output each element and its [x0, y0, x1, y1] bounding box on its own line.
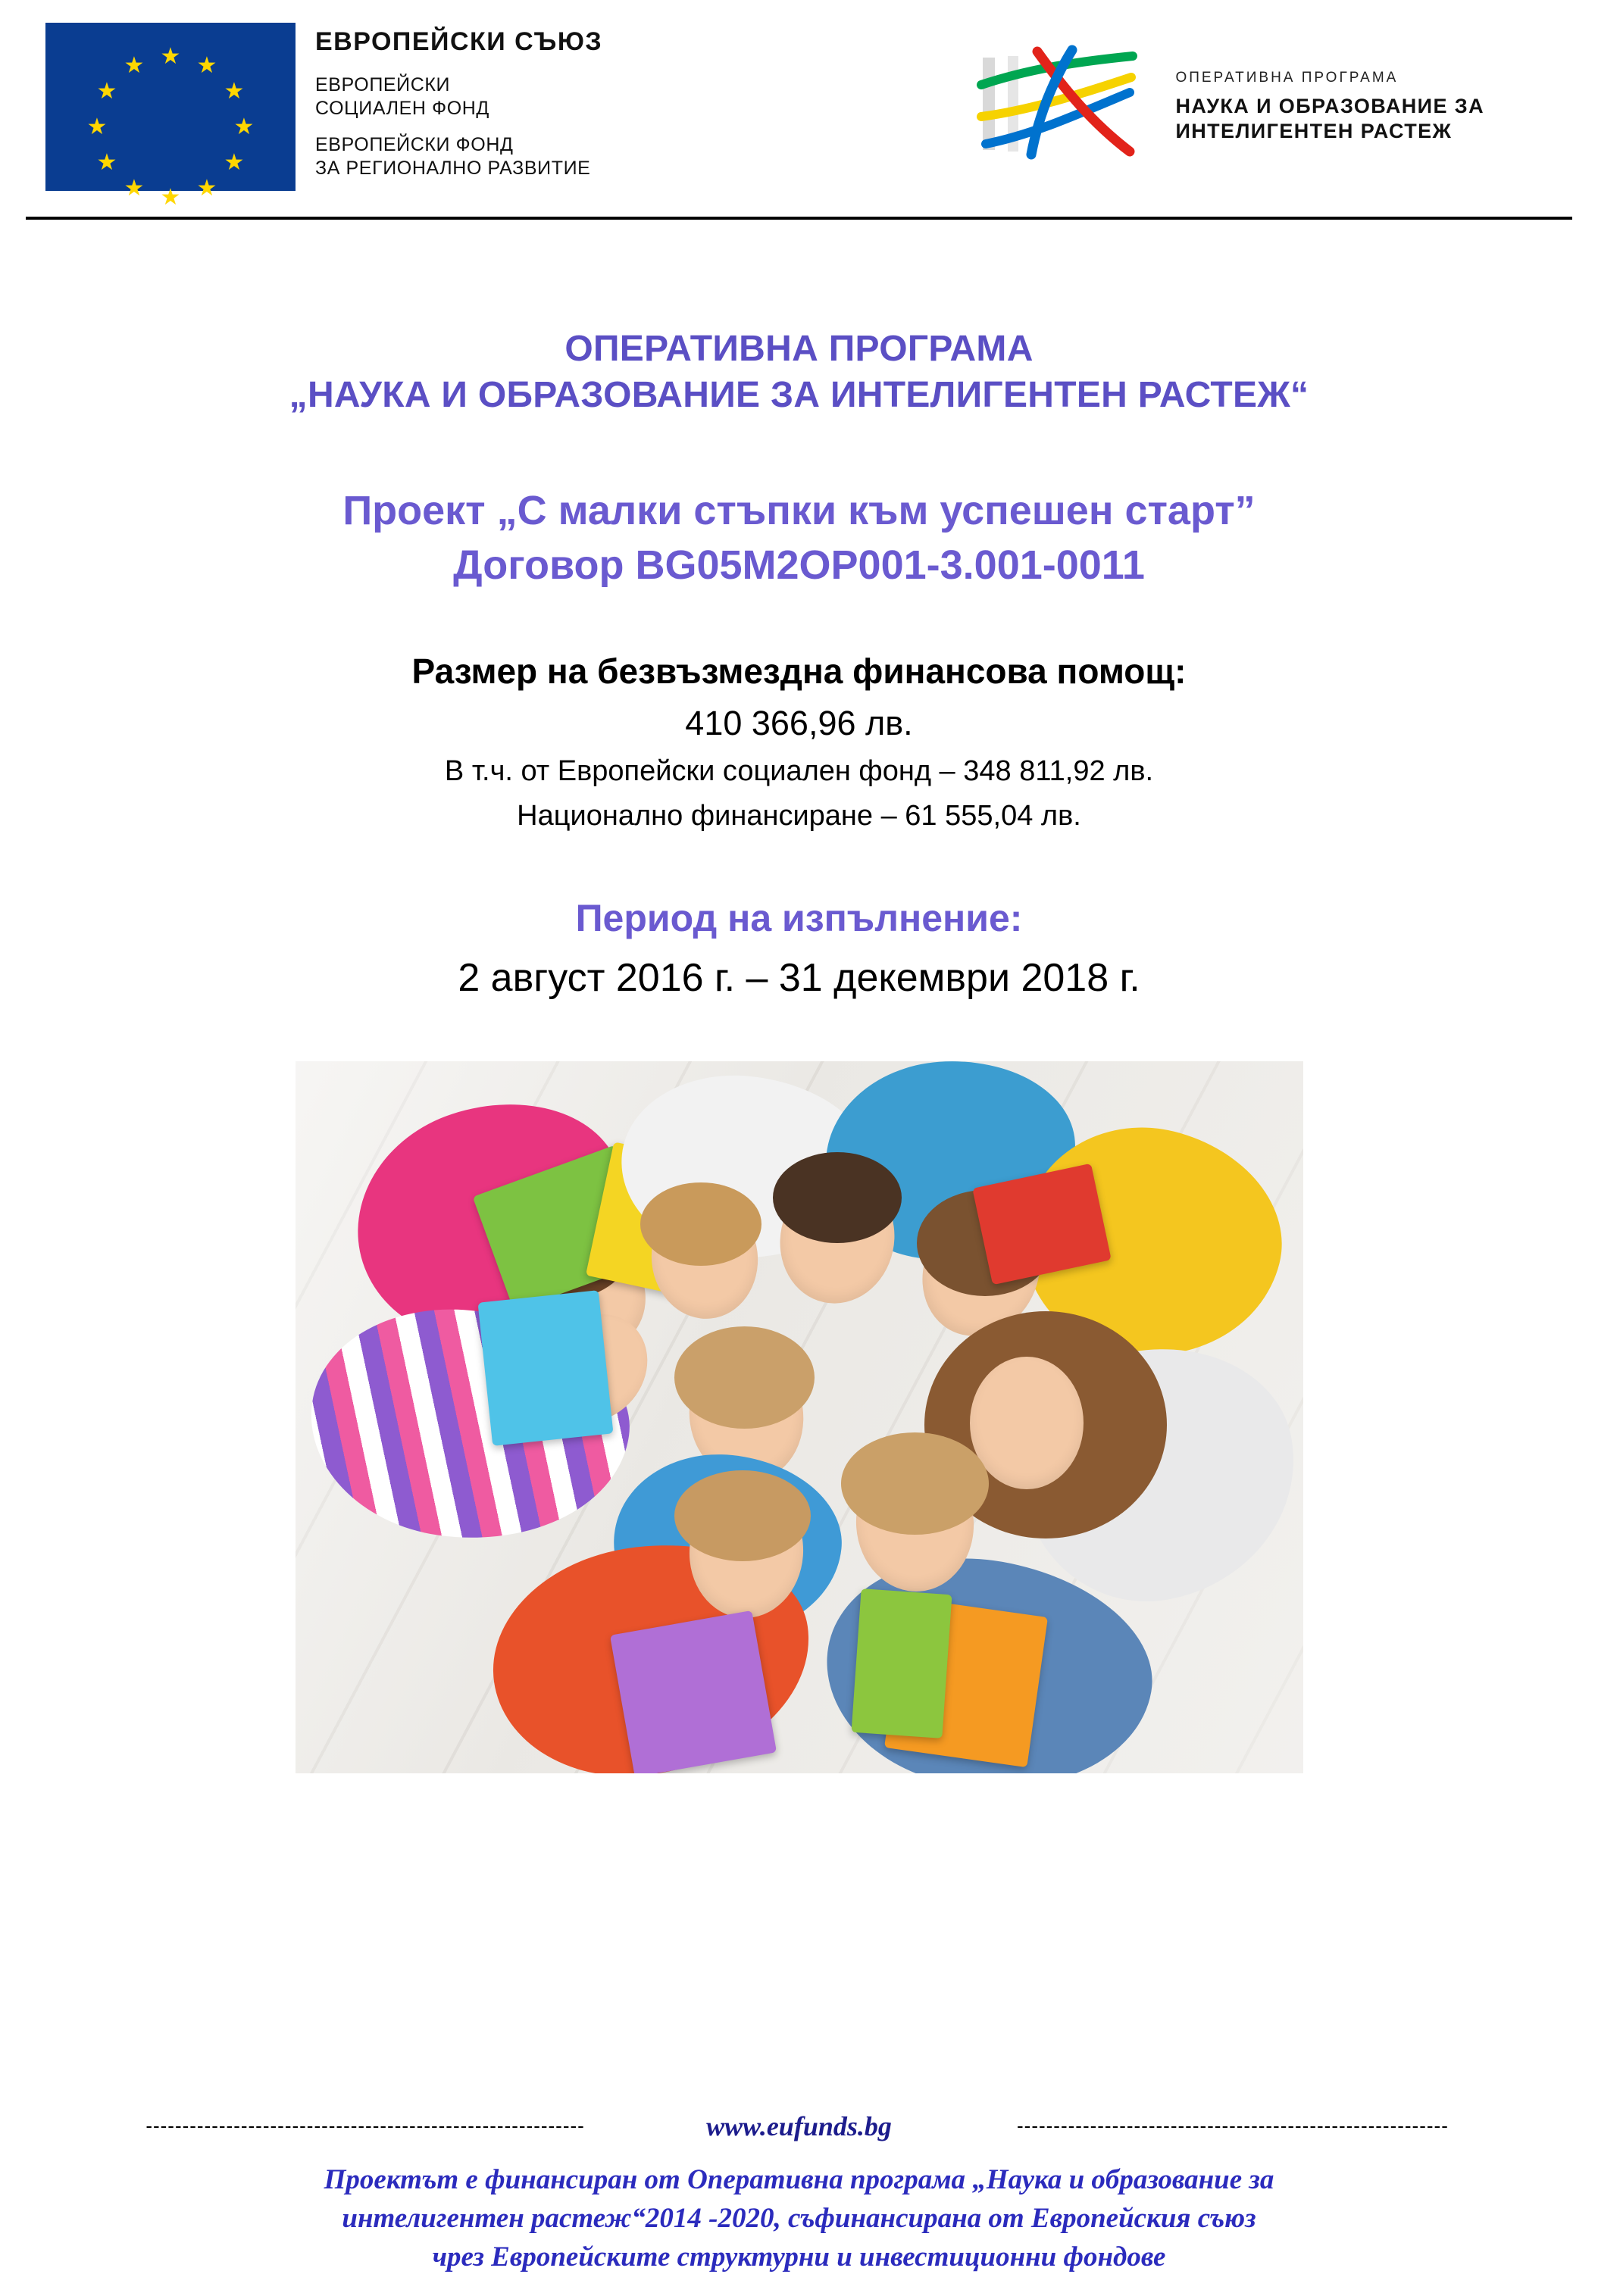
photo-book-purple-1: [609, 1610, 776, 1773]
eu-union-title: ЕВРОПЕЙСКИ СЪЮЗ: [315, 27, 603, 56]
grant-amount-value: 410 366,96 лв.: [685, 703, 913, 742]
grant-esf-share: В т.ч. от Европейски социален фонд – 348 811,92 лв.: [444, 754, 1154, 787]
footer-dashes-right: -----------------------------------------------------------: [1017, 2114, 1449, 2138]
photo-hair-8: [674, 1470, 811, 1561]
op-logo-big-label: [1175, 94, 1484, 144]
photo-book-green-2: [851, 1588, 952, 1738]
header-divider: [26, 217, 1572, 220]
footer-dashes-left: ------------------------------------------------------------: [145, 2114, 585, 2138]
funding-disclaimer-line2: интелигентен растеж“2014 -2020, съфинансирана от Европейския съюз: [342, 2202, 1256, 2234]
op-program-heading-line2: „НАУКА И ОБРАЗОВАНИЕ ЗА ИНТЕЛИГЕНТЕН РАСТЕЖ“: [289, 375, 1309, 416]
photo-book-blue-1: [477, 1290, 613, 1446]
photo-hair-7: [674, 1326, 815, 1429]
eu-regional-fund-label: [315, 133, 602, 180]
eu-regional-fund-line2: ЗА РЕГИОНАЛНО РАЗВИТИЕ: [315, 157, 591, 179]
photo-hair-4: [773, 1152, 902, 1243]
op-program-heading-line1: ОПЕРАТИВНА ПРОГРАМА: [564, 329, 1034, 369]
eu-regional-fund-line1: ЕВРОПЕЙСКИ ФОНД: [315, 134, 514, 155]
grant-national-share: Национално финансиране – 61 555,04 лв.: [517, 799, 1081, 832]
funding-disclaimer-line1: Проектът е финансиран от Оперативна програма „Наука и образование за: [324, 2163, 1274, 2195]
website-line: [35, 2110, 1563, 2142]
eu-emblem-block: [45, 23, 603, 210]
project-heading: [45, 484, 1553, 593]
document-header: [0, 0, 1598, 220]
project-contract-number: Договор BG05M2OP001-3.001-0011: [453, 542, 1145, 588]
document-body: [0, 326, 1598, 1773]
op-logo-big-line2: ИНТЕЛИГЕНТЕН РАСТЕЖ: [1175, 120, 1453, 142]
photo-hair-9: [841, 1432, 989, 1535]
eu-social-fund-label: [315, 73, 602, 120]
photo-hair-3: [640, 1182, 761, 1266]
eufunds-website-link[interactable]: www.eufunds.bg: [706, 2110, 892, 2141]
op-program-logo-block: [958, 23, 1484, 165]
grant-amount-label: Размер на безвъзмездна финансова помощ:: [411, 651, 1187, 691]
funding-disclaimer-line3: чрез Европейските структурни и инвестиционни фондове: [432, 2241, 1166, 2273]
children-with-books-photo: [296, 1061, 1303, 1773]
eu-social-fund-line2: СОЦИАЛЕН ФОНД: [315, 97, 489, 119]
op-logo-big-line1: НАУКА И ОБРАЗОВАНИЕ ЗА: [1175, 95, 1484, 118]
op-science-education-logo-icon: [958, 44, 1156, 165]
eu-social-fund-line1: ЕВРОПЕЙСКИ: [315, 74, 451, 95]
eu-flag-icon: ★ ★ ★ ★ ★ ★ ★ ★ ★ ★ ★ ★: [45, 23, 296, 191]
project-name: Проект „С малки стъпки към успешен старт”: [342, 487, 1256, 533]
funding-disclaimer: [35, 2160, 1563, 2276]
implementation-period-label: Период на изпълнение:: [575, 896, 1023, 939]
photo-face-6: [970, 1357, 1084, 1489]
op-program-heading: [45, 326, 1553, 419]
op-logo-small-label: ОПЕРАТИВНА ПРОГРАМА: [1175, 70, 1399, 86]
implementation-period-value: 2 август 2016 г. – 31 декември 2018 г.: [458, 955, 1140, 1000]
document-footer: [0, 2110, 1598, 2296]
